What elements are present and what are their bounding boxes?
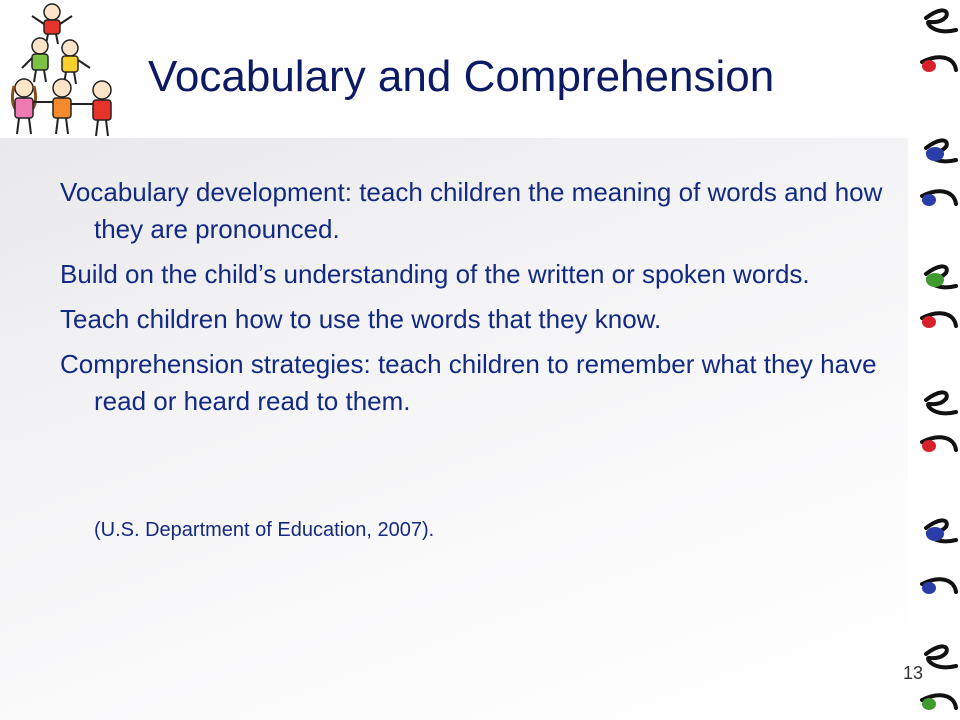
page-number: 13 [903, 663, 924, 683]
paragraph-use-words: Teach children how to use the words that they know. [60, 304, 662, 334]
children-pyramid-clipart [4, 2, 134, 138]
curl-dots [922, 60, 944, 710]
slide-title: Vocabulary and Comprehension [148, 52, 775, 101]
paragraph-build-understanding: Build on the child’s understanding of the written or spoken words. [60, 259, 810, 289]
paragraph-comprehension-strategies: Comprehension strategies: teach children to remember what they have read or heard read to them. [60, 349, 877, 416]
citation: (U.S. Department of Education, 2007). [94, 519, 435, 541]
curly-swirl-border [912, 0, 960, 720]
body-text [60, 174, 890, 428]
paragraph-vocabulary-development: Vocabulary development: teach children the meaning of words and how they are pronounced. [60, 177, 883, 244]
